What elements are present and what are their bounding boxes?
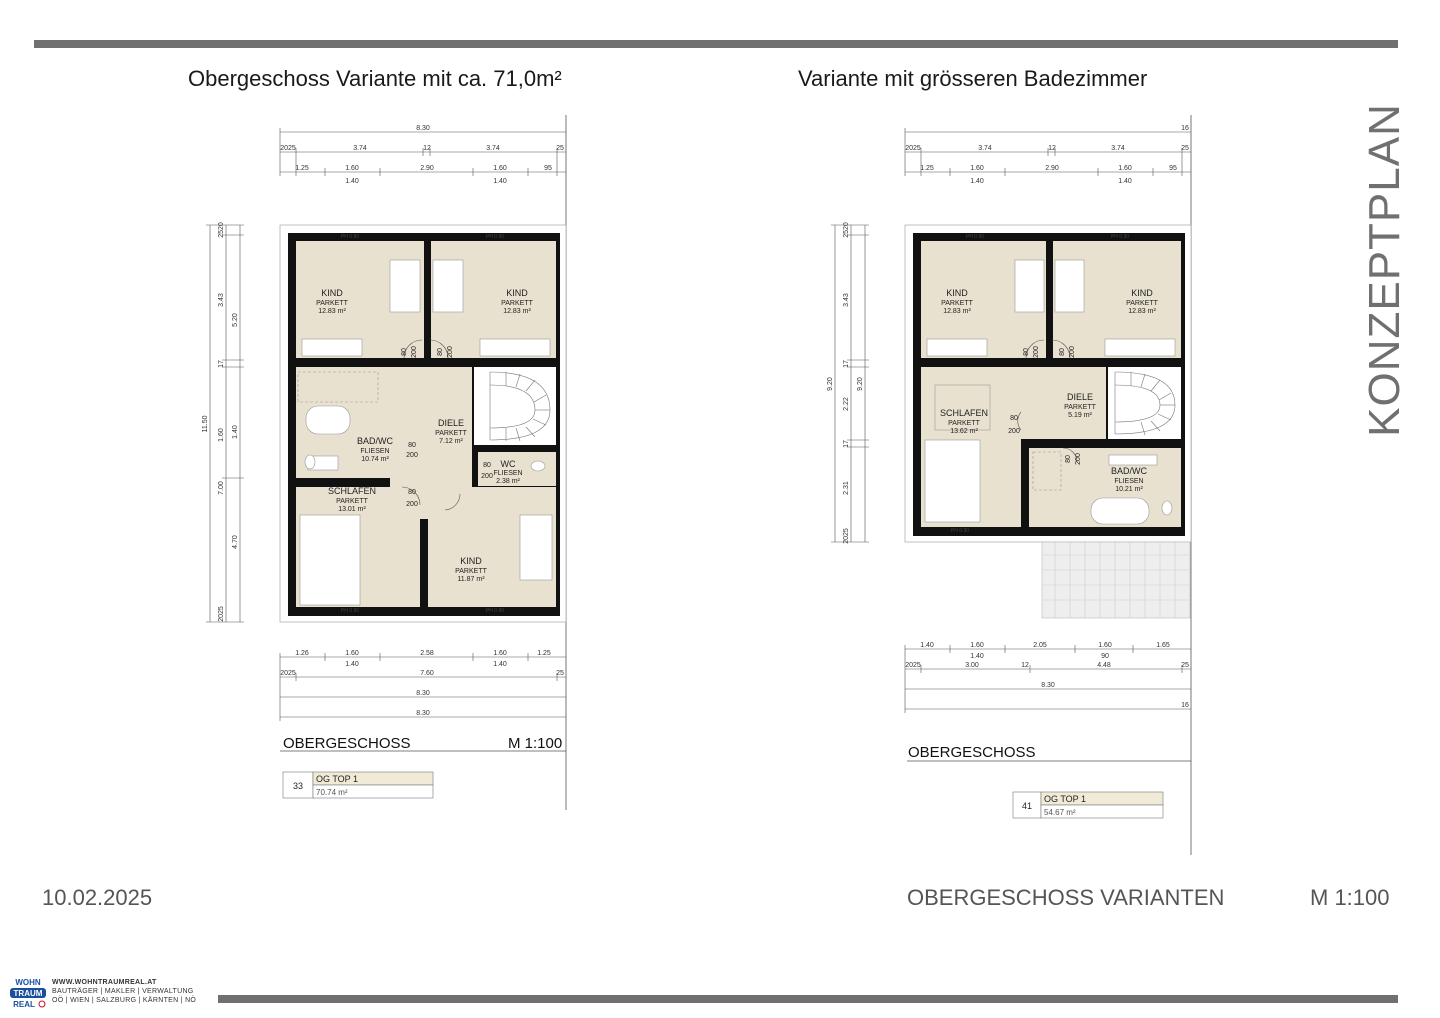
svg-text:1.40: 1.40 (232, 425, 239, 439)
svg-text:1.40: 1.40 (970, 653, 984, 660)
svg-text:1.40: 1.40 (493, 178, 507, 185)
svg-text:2.58: 2.58 (420, 650, 434, 657)
room-floor: PARKETT (435, 430, 467, 437)
room-name: KIND (1131, 288, 1153, 298)
svg-text:4.70: 4.70 (232, 535, 239, 549)
room-name: KIND (321, 288, 343, 298)
svg-text:2.31: 2.31 (843, 481, 850, 495)
table-name: OG TOP 1 (316, 774, 359, 784)
svg-text:3.43: 3.43 (843, 293, 850, 307)
room-area: 5.19 m² (1068, 412, 1092, 419)
svg-text:200: 200 (406, 452, 418, 459)
svg-text:1.40: 1.40 (345, 661, 359, 668)
room-floor: PARKETT (501, 300, 533, 307)
svg-text:25: 25 (556, 670, 564, 677)
left-plan-title: Obergeschoss Variante mit ca. 71,0m² (188, 66, 562, 91)
svg-text:2.90: 2.90 (1045, 165, 1059, 172)
room-area: 13.62 m² (950, 428, 978, 435)
room-area: 10.21 m² (1115, 486, 1143, 493)
svg-text:2025: 2025 (843, 528, 850, 544)
svg-text:25: 25 (556, 145, 564, 152)
svg-text:3.74: 3.74 (1111, 145, 1125, 152)
svg-text:95: 95 (1169, 165, 1177, 172)
room-floor: FLIESEN (1114, 478, 1144, 485)
svg-text:16: 16 (1181, 702, 1189, 709)
svg-text:1.65: 1.65 (1156, 642, 1170, 649)
svg-text:200: 200 (1033, 346, 1040, 358)
svg-text:1.25: 1.25 (537, 650, 551, 657)
table-area: 54.67 m² (1044, 808, 1076, 817)
svg-text:3.43: 3.43 (218, 293, 225, 307)
room-area: 11.87 m² (457, 576, 485, 583)
svg-text:80: 80 (1023, 348, 1030, 356)
svg-text:2520: 2520 (843, 222, 850, 238)
table-name: OG TOP 1 (1044, 794, 1087, 804)
footer-caption: OBERGESCHOSS VARIANTEN (907, 885, 1225, 910)
room-name: BAD/WC (357, 436, 393, 446)
svg-text:2025: 2025 (905, 662, 921, 669)
logo-line-2: OÖ | WIEN | SALZBURG | KÄRNTEN | NÖ (52, 997, 197, 1004)
room-name: SCHLAFEN (939, 408, 989, 418)
room-name: KIND (460, 556, 482, 566)
svg-text:8.30: 8.30 (416, 690, 430, 697)
svg-text:1.40: 1.40 (920, 642, 934, 649)
svg-text:80: 80 (483, 462, 491, 469)
room-name: KIND (946, 288, 968, 298)
company-logo (8, 976, 48, 1010)
left-bottom-dim-labels (280, 650, 564, 717)
svg-text:200: 200 (411, 346, 418, 358)
left-side-dimensions (206, 225, 244, 622)
svg-text:8.30: 8.30 (1041, 682, 1055, 689)
room-name: SCHLAFEN (327, 486, 377, 496)
svg-text:80: 80 (1059, 348, 1066, 356)
svg-text:2025: 2025 (218, 606, 225, 622)
svg-text:80: 80 (408, 489, 416, 496)
svg-text:11.50: 11.50 (202, 415, 209, 433)
svg-text:1.60: 1.60 (345, 165, 359, 172)
left-floor-plan (190, 110, 580, 820)
svg-text:80: 80 (1010, 415, 1018, 422)
room-name: WC (500, 459, 516, 469)
svg-text:9.20: 9.20 (827, 377, 834, 391)
room-floor: PARKETT (336, 498, 368, 505)
svg-text:2.90: 2.90 (420, 165, 434, 172)
right-room-diele (1018, 367, 1106, 439)
svg-text:WOHN: WOHN (15, 978, 41, 987)
room-floor: FLIESEN (493, 470, 523, 477)
left-side-dim-labels (202, 222, 239, 622)
svg-text:12: 12 (1048, 145, 1056, 152)
right-bottom-dimensions (905, 645, 1191, 713)
svg-text:1.40: 1.40 (493, 661, 507, 668)
left-plan-scale: M 1:100 (508, 735, 563, 752)
svg-text:1.40: 1.40 (345, 178, 359, 185)
svg-text:5.20: 5.20 (232, 313, 239, 327)
bottom-border-bar (218, 995, 1398, 1003)
left-plan-label: OBERGESCHOSS (283, 735, 411, 752)
svg-text:7.00: 7.00 (218, 481, 225, 495)
room-area: 7.12 m² (439, 438, 463, 445)
svg-text:2.22: 2.22 (843, 397, 850, 411)
room-name: DIELE (1066, 392, 1094, 402)
svg-text:200: 200 (406, 501, 418, 508)
table-area: 70.74 m² (316, 788, 348, 797)
side-label: KONZEPTPLAN (1360, 103, 1409, 437)
footer-date: 10.02.2025 (42, 885, 153, 910)
svg-text:200: 200 (447, 346, 454, 358)
svg-text:200: 200 (1075, 453, 1082, 465)
svg-text:PH 0.90: PH 0.90 (965, 234, 985, 240)
room-area: 10.74 m² (361, 456, 389, 463)
right-area-table (1013, 792, 1163, 818)
top-border-bar (34, 40, 1398, 48)
svg-text:1.60: 1.60 (218, 428, 225, 442)
svg-text:17: 17 (218, 360, 225, 368)
room-area: 2.38 m² (496, 478, 520, 485)
svg-text:1.60: 1.60 (345, 650, 359, 657)
svg-text:1.60: 1.60 (1118, 165, 1132, 172)
svg-text:16: 16 (1181, 125, 1189, 132)
svg-text:2520: 2520 (218, 222, 225, 238)
svg-text:1.60: 1.60 (493, 165, 507, 172)
room-area: 12.83 m² (503, 308, 531, 315)
svg-text:PH 0.90: PH 0.90 (1110, 234, 1130, 240)
room-floor: PARKETT (316, 300, 348, 307)
room-name: KIND (506, 288, 528, 298)
room-floor: FLIESEN (360, 448, 390, 455)
room-area: 12.83 m² (943, 308, 971, 315)
svg-text:1.60: 1.60 (493, 650, 507, 657)
svg-text:REAL: REAL (13, 1000, 35, 1009)
svg-text:7.60: 7.60 (420, 670, 434, 677)
right-floor-plan (815, 110, 1205, 860)
svg-text:2025: 2025 (905, 145, 921, 152)
room-name: BAD/WC (1111, 466, 1147, 476)
svg-text:1.60: 1.60 (970, 642, 984, 649)
svg-text:3.74: 3.74 (978, 145, 992, 152)
svg-text:PH 0.90: PH 0.90 (485, 608, 505, 614)
left-area-table (283, 772, 433, 798)
svg-text:2025: 2025 (280, 145, 296, 152)
side-label-box (1360, 95, 1409, 445)
svg-text:200: 200 (1069, 346, 1076, 358)
left-building (280, 225, 566, 622)
svg-text:TRAUM: TRAUM (13, 989, 43, 998)
room-floor: PARKETT (1064, 404, 1096, 411)
svg-text:PH 0.90: PH 0.90 (340, 608, 360, 614)
svg-text:80: 80 (408, 442, 416, 449)
svg-text:1.60: 1.60 (970, 165, 984, 172)
svg-text:80: 80 (1065, 455, 1072, 463)
svg-text:3.74: 3.74 (353, 145, 367, 152)
svg-text:8.30: 8.30 (416, 710, 430, 717)
svg-text:1.60: 1.60 (1098, 642, 1112, 649)
svg-text:12: 12 (1021, 662, 1029, 669)
room-floor: PARKETT (941, 300, 973, 307)
right-terrace (1042, 542, 1190, 618)
svg-text:1.40: 1.40 (970, 178, 984, 185)
svg-text:17: 17 (843, 360, 850, 368)
logo-url: WWW.WOHNTRAUMREAL.AT (52, 979, 157, 986)
right-plan-title: Variante mit grösseren Badezimmer (798, 66, 1148, 91)
room-name: DIELE (437, 418, 465, 428)
svg-text:2025: 2025 (280, 670, 296, 677)
svg-text:9.20: 9.20 (857, 377, 864, 391)
table-number: 33 (292, 781, 304, 791)
right-plan-label: OBERGESCHOSS (908, 744, 1036, 761)
right-stairs-area (1108, 367, 1181, 439)
svg-text:17: 17 (843, 440, 850, 448)
svg-text:200: 200 (1008, 428, 1020, 435)
room-floor: PARKETT (455, 568, 487, 575)
table-number: 41 (1021, 801, 1033, 811)
svg-text:2.05: 2.05 (1033, 642, 1047, 649)
svg-text:80: 80 (401, 348, 408, 356)
svg-text:4.48: 4.48 (1097, 662, 1111, 669)
svg-text:1.40: 1.40 (1118, 178, 1132, 185)
left-top-dim-labels (280, 125, 564, 185)
svg-text:25: 25 (1181, 145, 1189, 152)
room-area: 13.01 m² (338, 506, 366, 513)
right-bottom-dim-labels (905, 642, 1189, 709)
left-stairs-area (474, 367, 556, 445)
room-floor: PARKETT (1126, 300, 1158, 307)
svg-text:PH 0.90: PH 0.90 (485, 234, 505, 240)
svg-text:1.25: 1.25 (920, 165, 934, 172)
room-floor: PARKETT (948, 420, 980, 427)
svg-text:3.00: 3.00 (965, 662, 979, 669)
svg-text:200: 200 (481, 473, 493, 480)
svg-text:PH 0.90: PH 0.90 (340, 234, 360, 240)
footer-scale: M 1:100 (1310, 885, 1390, 910)
svg-text:90: 90 (1101, 653, 1109, 660)
room-area: 12.83 m² (1128, 308, 1156, 315)
svg-text:PH 0.90: PH 0.90 (950, 528, 970, 534)
room-area: 12.83 m² (318, 308, 346, 315)
svg-text:1.26: 1.26 (295, 650, 309, 657)
logo-line-1: BAUTRÄGER | MAKLER | VERWALTUNG (52, 988, 194, 995)
svg-text:12: 12 (423, 145, 431, 152)
right-top-dim-labels (905, 125, 1189, 185)
svg-text:25: 25 (1181, 662, 1189, 669)
svg-text:1.25: 1.25 (295, 165, 309, 172)
right-side-dim-labels (827, 222, 864, 544)
svg-text:95: 95 (544, 165, 552, 172)
svg-text:3.74: 3.74 (486, 145, 500, 152)
svg-text:8.30: 8.30 (416, 125, 430, 132)
svg-text:80: 80 (437, 348, 444, 356)
